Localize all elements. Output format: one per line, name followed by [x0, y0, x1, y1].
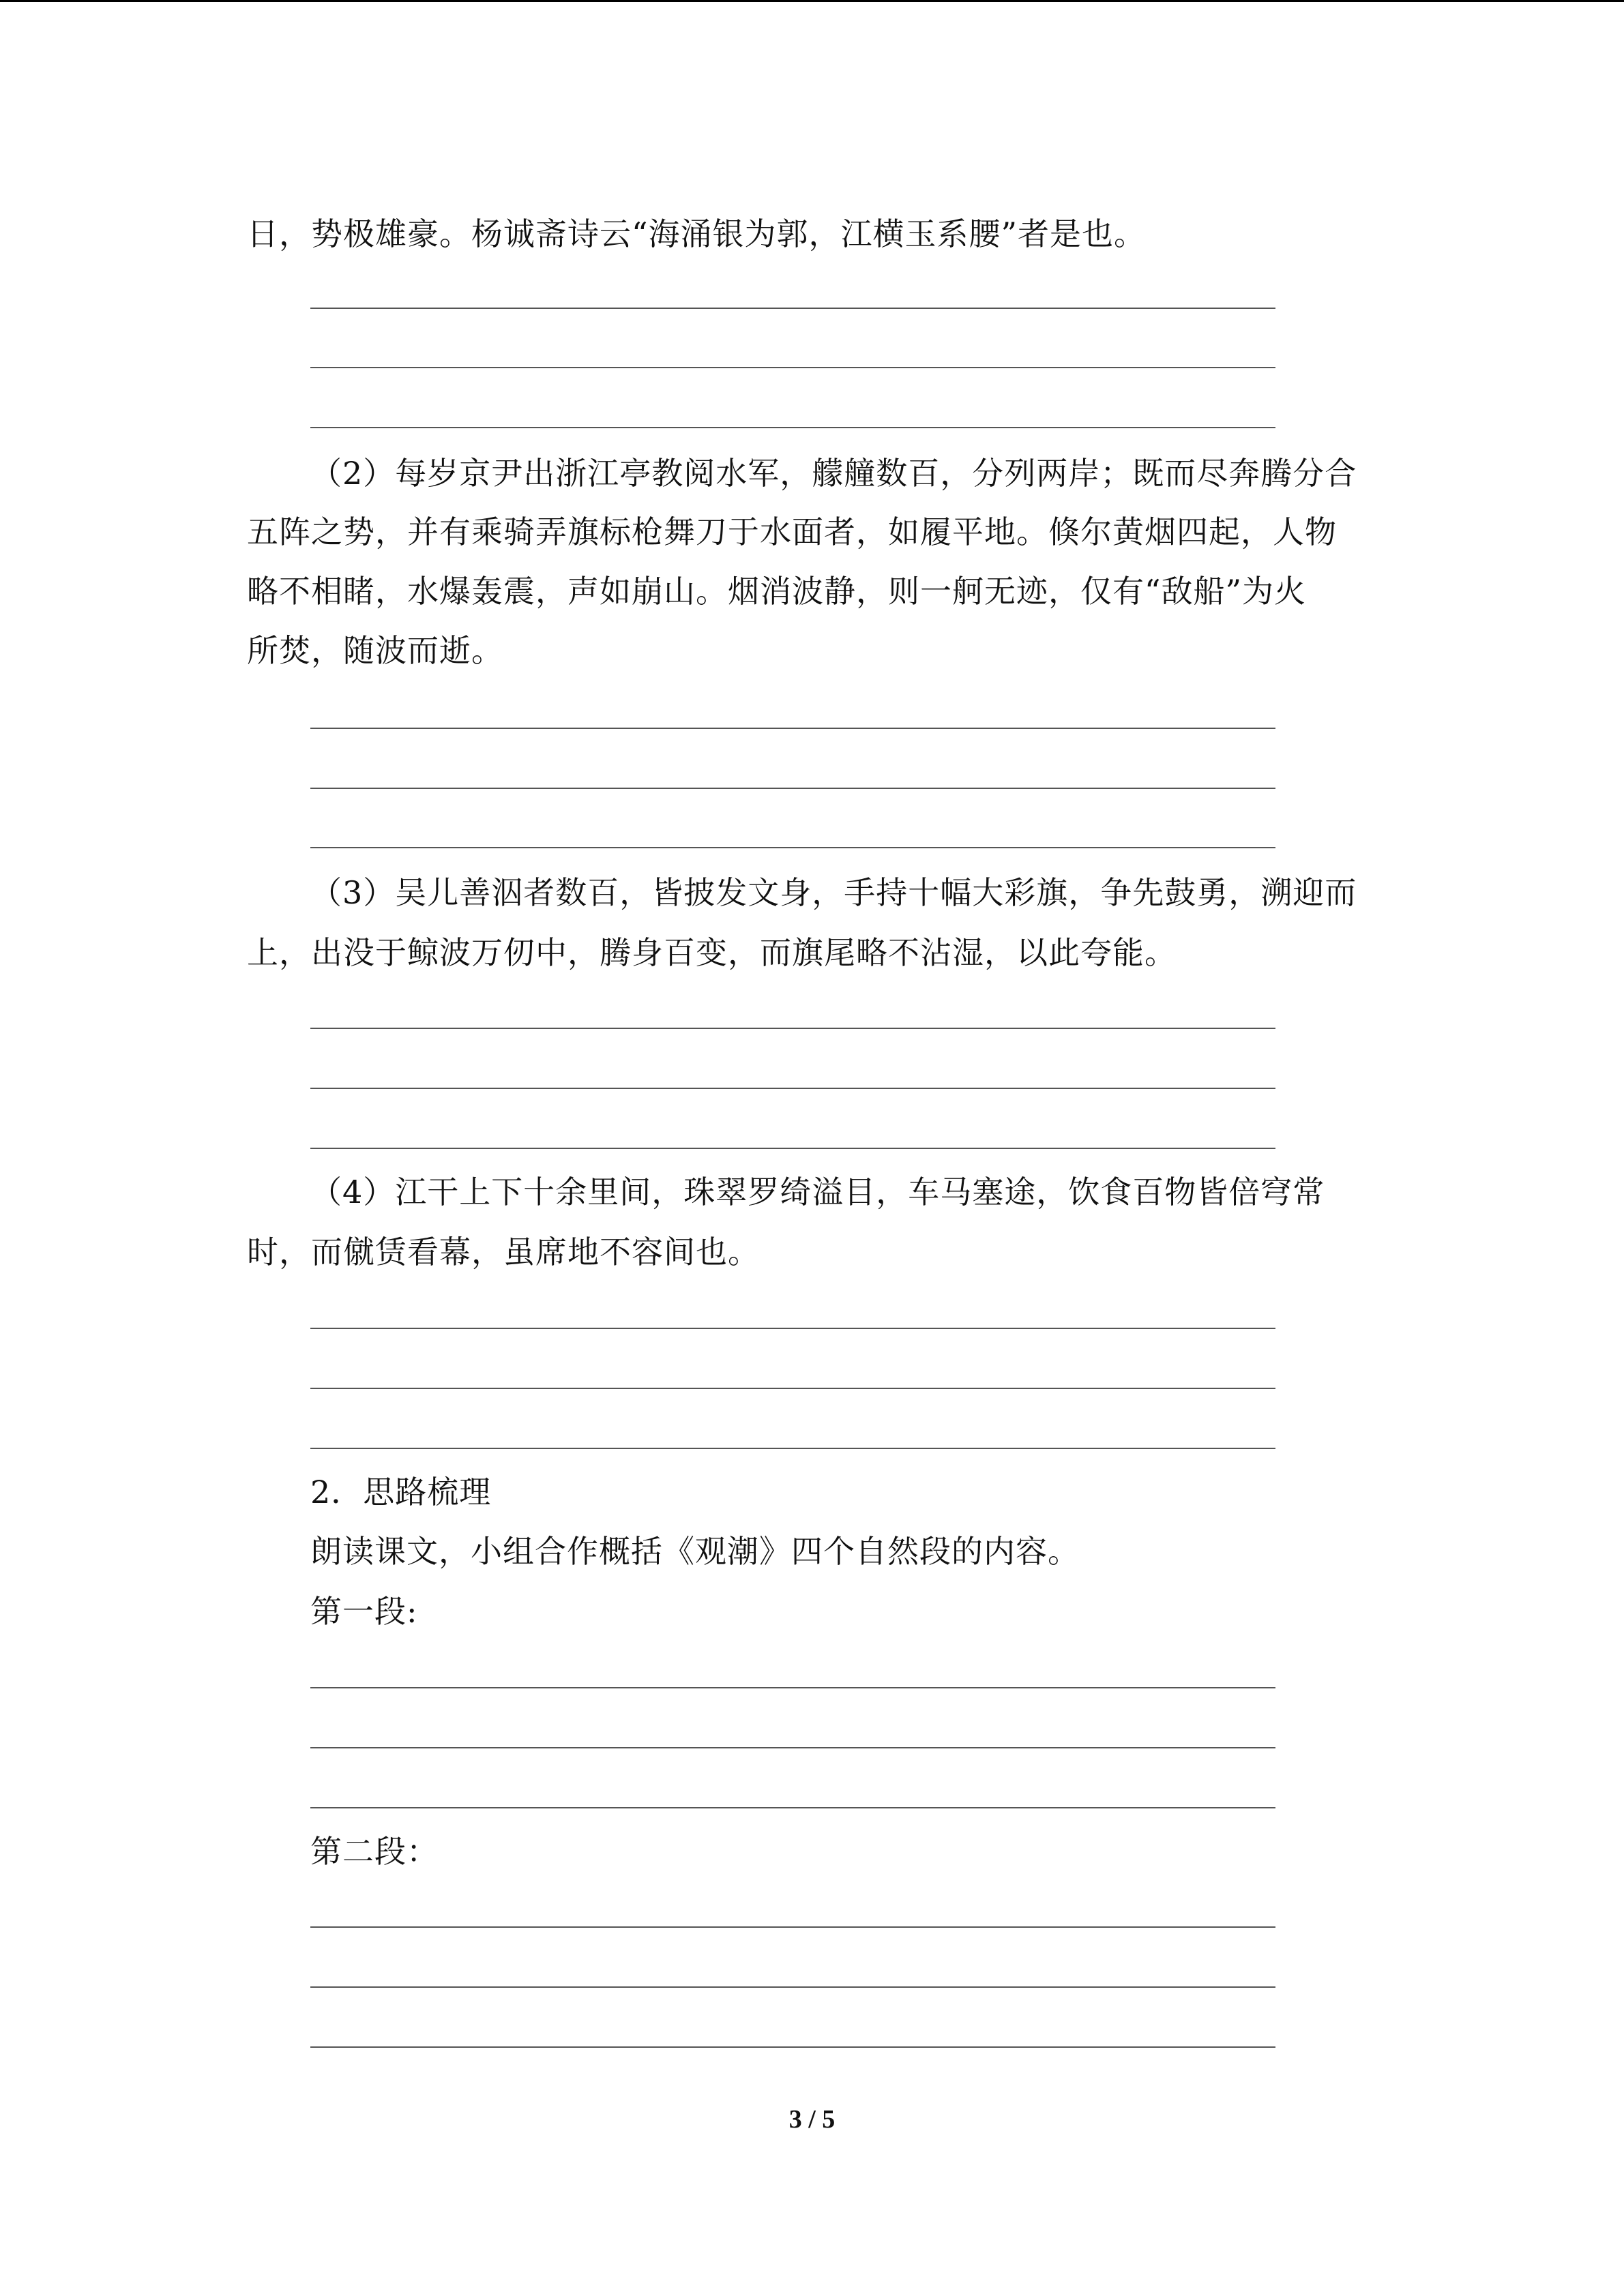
answer-line-3-3[interactable]: [310, 1148, 1275, 1149]
answer-line-4-3[interactable]: [310, 1448, 1275, 1449]
answer-line-3-2[interactable]: [310, 1088, 1275, 1089]
passage-3-line-1: （3）吴儿善泅者数百，皆披发文身，手持十幅大彩旗，争先鼓勇，溯迎而: [310, 874, 1357, 911]
answer-line-1-3[interactable]: [310, 427, 1275, 428]
answer-line-p2-2[interactable]: [310, 1986, 1275, 1988]
section-2-instruction: 朗读课文，小组合作概括《观潮》四个自然段的内容。: [310, 1533, 1080, 1570]
answer-line-2-3[interactable]: [310, 847, 1275, 848]
passage-4-line-2: 时，而僦赁看幕，虽席地不容间也。: [247, 1234, 760, 1270]
answer-line-p2-3[interactable]: [310, 2046, 1275, 2048]
answer-line-1-2[interactable]: [310, 367, 1275, 368]
answer-line-p1-3[interactable]: [310, 1807, 1275, 1808]
passage-3-line-2: 上，出没于鲸波万仞中，腾身百变，而旗尾略不沾湿，以此夸能。: [247, 934, 1177, 971]
paragraph-1-label: 第一段:: [310, 1593, 418, 1630]
section-2-heading: 2．思路梳理: [310, 1474, 492, 1510]
answer-line-2-1[interactable]: [310, 728, 1275, 729]
paragraph-2-label: 第二段：: [310, 1833, 439, 1870]
page-number: 3 / 5: [788, 2105, 836, 2134]
answer-line-p2-1[interactable]: [310, 1926, 1275, 1928]
answer-line-4-1[interactable]: [310, 1328, 1275, 1329]
page-top-border: [0, 0, 1624, 2]
answer-line-1-1[interactable]: [310, 308, 1275, 309]
answer-line-4-2[interactable]: [310, 1388, 1275, 1389]
passage-2-line-3: 略不相睹，水爆轰震，声如崩山。烟消波静，则一舸无迹，仅有“敌船”为火: [247, 573, 1307, 610]
answer-line-2-2[interactable]: [310, 788, 1275, 789]
passage-2-line-2: 五阵之势，并有乘骑弄旗标枪舞刀于水面者，如履平地。倏尔黄烟四起，人物: [247, 513, 1337, 550]
answer-line-p1-2[interactable]: [310, 1747, 1275, 1748]
passage-1-line-1: 日，势极雄豪。杨诚斋诗云“海涌银为郭，江横玉系腰”者是也。: [247, 215, 1147, 252]
passage-2-line-1: （2）每岁京尹出浙江亭教阅水军，艨艟数百，分列两岸；既而尽奔腾分合: [310, 455, 1357, 492]
passage-2-line-4: 所焚，随波而逝。: [247, 632, 503, 669]
passage-4-line-1: （4）江干上下十余里间，珠翠罗绮溢目，车马塞途，饮食百物皆倍穹常: [310, 1174, 1325, 1210]
answer-line-3-1[interactable]: [310, 1028, 1275, 1029]
answer-line-p1-1[interactable]: [310, 1687, 1275, 1688]
